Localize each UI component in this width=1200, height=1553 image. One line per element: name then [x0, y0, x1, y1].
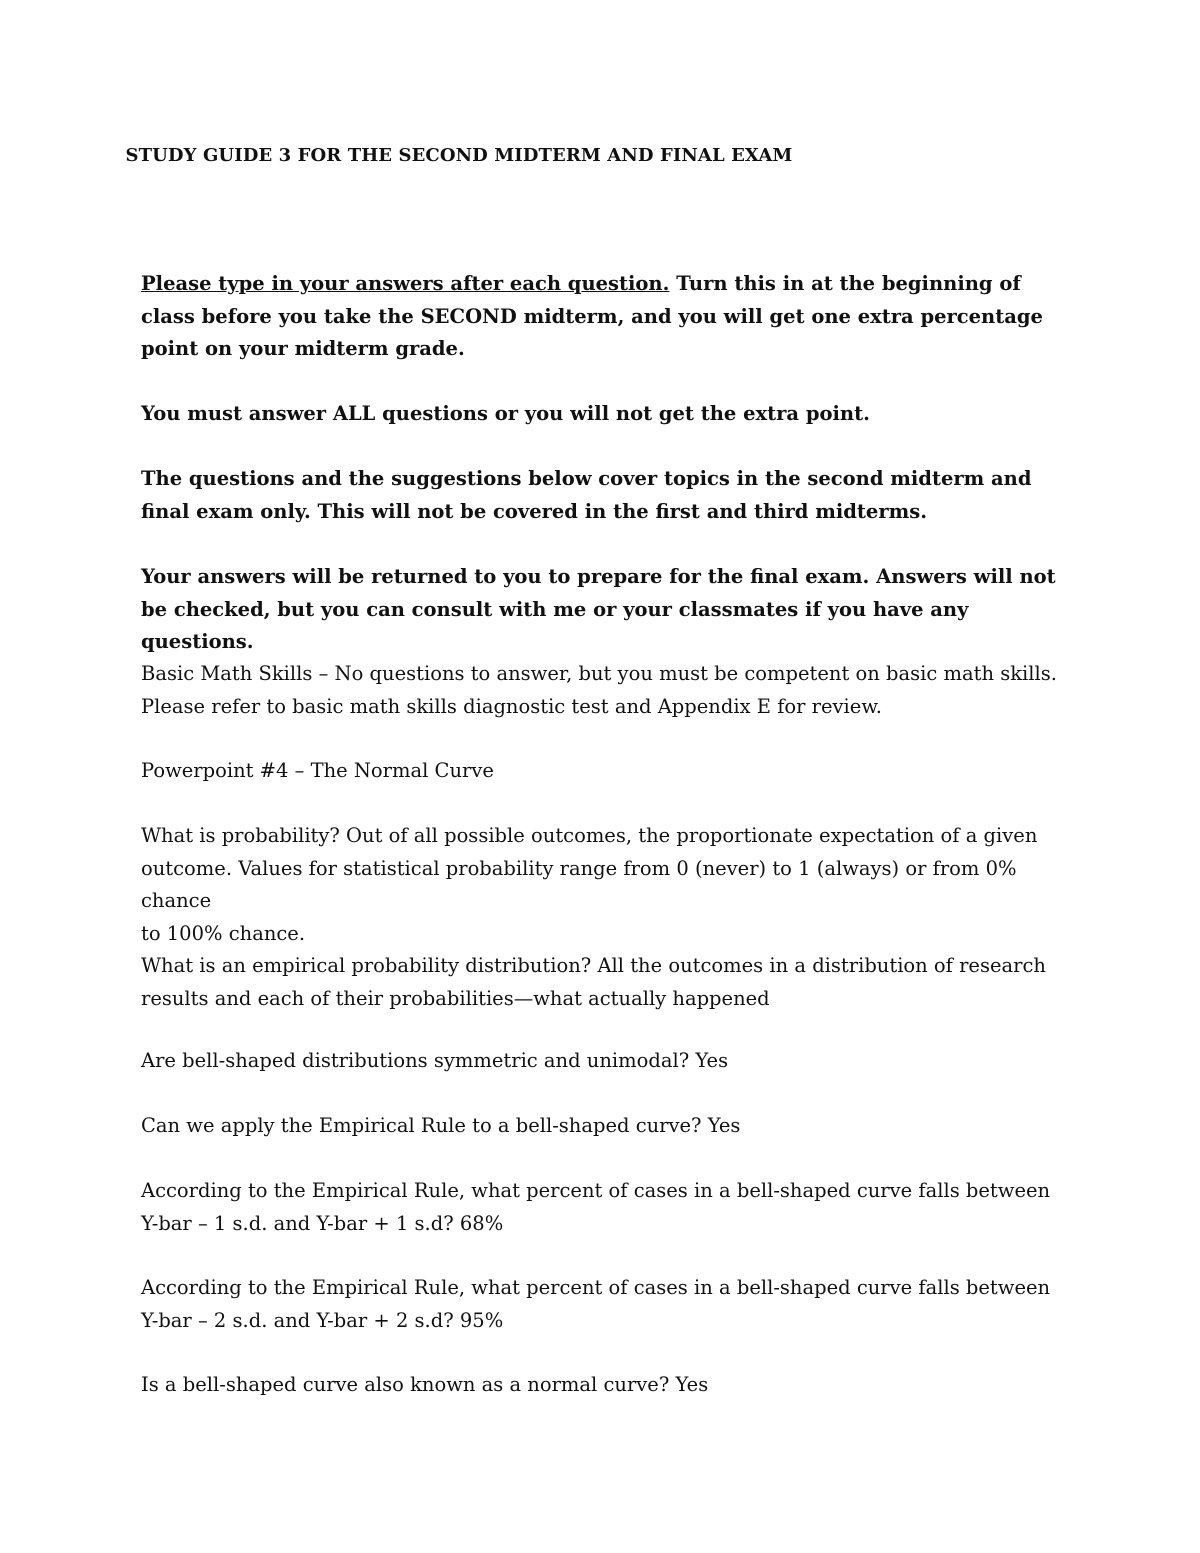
- qa-item: [141, 1369, 1066, 1402]
- qa-line: results and each of their probabilities—what actually happened: [141, 986, 770, 1010]
- qa-item: [141, 950, 1066, 1015]
- qa-line: According to the Empirical Rule, what percent of cases in a bell-shaped curve falls between: [141, 1276, 1051, 1299]
- qa-line: Y-bar – 1 s.d. and Y-bar + 1 s.d? 68%: [141, 1211, 504, 1235]
- qa-line: Y-bar – 2 s.d. and Y-bar + 2 s.d? 95%: [141, 1308, 504, 1332]
- powerpoint-heading: Powerpoint #4 – The Normal Curve: [141, 759, 494, 782]
- basic-math-line-1: Basic Math Skills – No questions to answer, but you must be competent on basic math skills.: [141, 662, 1057, 685]
- qa-line: According to the Empirical Rule, what percent of cases in a bell-shaped curve falls between: [141, 1179, 1051, 1202]
- intro-paragraph: [141, 268, 1066, 366]
- qa-item: [141, 1110, 1066, 1143]
- qa-line: Is a bell-shaped curve also known as a normal curve? Yes: [141, 1373, 709, 1396]
- qa-line: outcome. Values for statistical probability range from 0 (never) to 1 (always) or from 0% chance: [141, 856, 1017, 912]
- basic-math-line-2: Please refer to basic math skills diagnostic test and Appendix E for review.: [141, 694, 882, 718]
- intro-underlined-instruction: Please type in your answers after each question.: [141, 272, 670, 295]
- document-title: STUDY GUIDE 3 FOR THE SECOND MIDTERM AND FINAL EXAM: [125, 145, 793, 166]
- coverage-paragraph: The questions and the suggestions below cover topics in the second midterm and final exam only. This will not be covered in the first and third midterms.: [141, 467, 1032, 523]
- qa-line: What is probability? Out of all possible outcomes, the proportionate expectation of a given: [141, 824, 1038, 847]
- must-answer-paragraph: You must answer ALL questions or you will not get the extra point.: [141, 402, 870, 425]
- qa-line: Can we apply the Empirical Rule to a bell-shaped curve? Yes: [141, 1114, 741, 1137]
- qa-line: Are bell-shaped distributions symmetric and unimodal? Yes: [141, 1049, 729, 1072]
- intro-rest: Turn this in at the beginning of class before you take the SECOND midterm, and you will get one extra percentage point on your midterm grade.: [141, 272, 1043, 360]
- qa-item: [141, 1045, 1066, 1078]
- basic-math-paragraph: [141, 658, 1066, 723]
- qa-item: [141, 1272, 1066, 1337]
- qa-line: to 100% chance.: [141, 921, 306, 945]
- qa-line: What is an empirical probability distribution? All the outcomes in a distribution of research: [141, 954, 1046, 977]
- returned-paragraph: Your answers will be returned to you to prepare for the final exam. Answers will not be checked, but you can consult with me or your classmates if you have any questions.: [141, 565, 1056, 653]
- qa-item: [141, 1175, 1066, 1240]
- qa-item: [141, 820, 1066, 950]
